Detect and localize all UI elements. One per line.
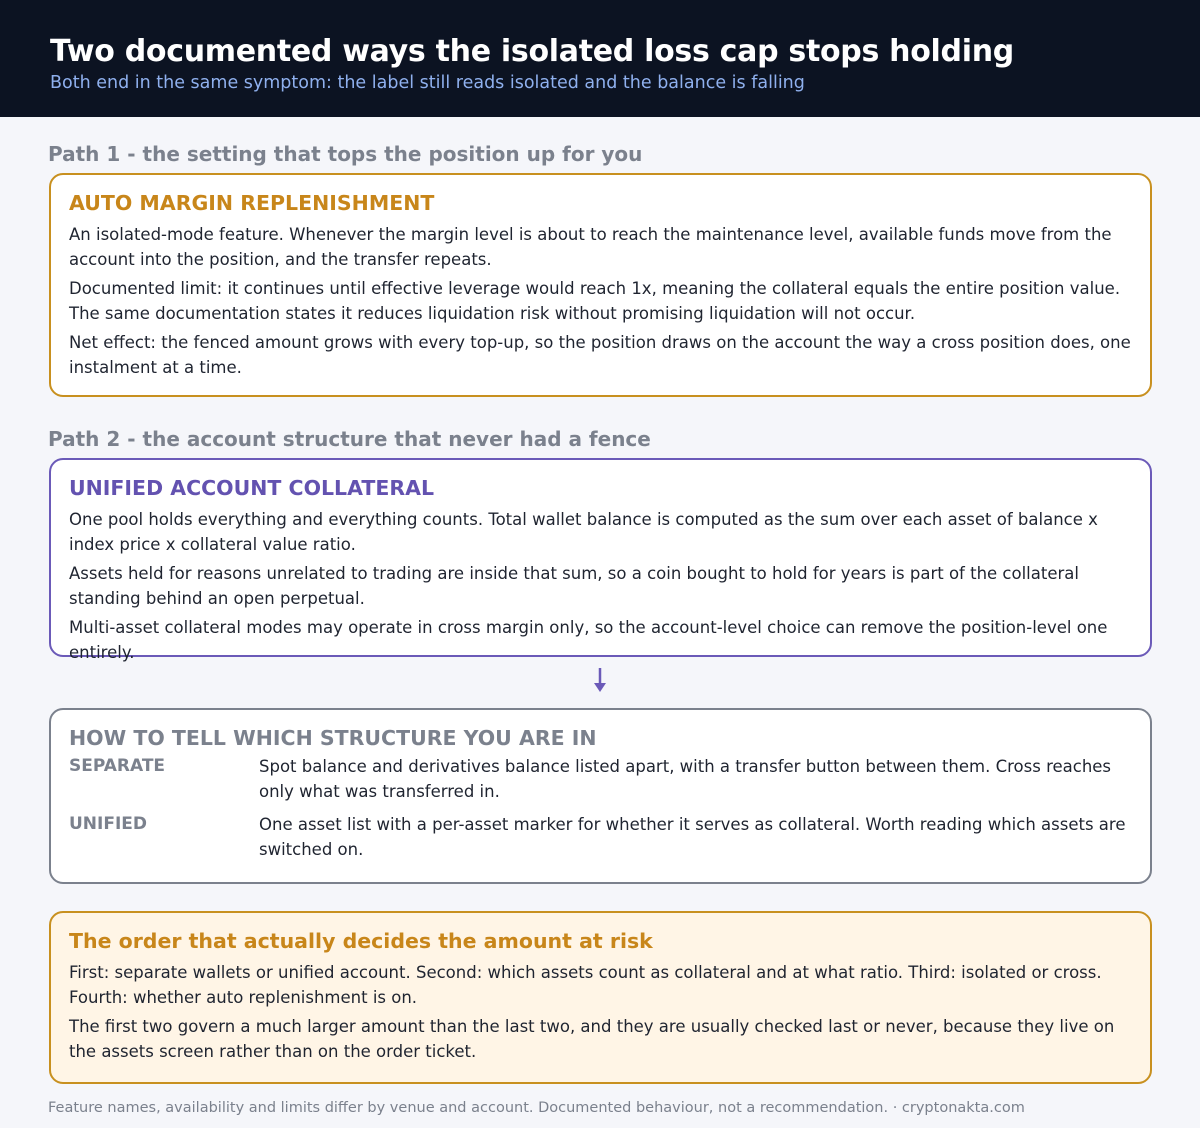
auto-margin-title: AUTO MARGIN REPLENISHMENT	[69, 191, 435, 215]
page-header	[0, 0, 1200, 117]
path1-heading: Path 1 - the setting that tops the position up for you	[48, 142, 643, 166]
structure-row	[69, 812, 1132, 862]
structure-row-label: SEPARATE	[69, 756, 166, 776]
unified-collateral-paragraph: Multi-asset collateral modes may operate in cross margin only, so the account-level choice can remove the position-level one entirely.	[69, 618, 1108, 662]
path2-heading: Path 2 - the account structure that never had a fence	[48, 427, 651, 451]
page-title: Two documented ways the isolated loss cap stops holding	[50, 34, 1014, 69]
structure-row	[69, 754, 1132, 804]
arrow-down-icon	[591, 666, 609, 696]
structure-row-label: UNIFIED	[69, 814, 148, 834]
footer-note: Feature names, availability and limits differ by venue and account. Documented behaviour, not a recommendation. · cryptonakta.com	[48, 1100, 1025, 1116]
auto-margin-paragraph: An isolated-mode feature. Whenever the margin level is about to reach the maintenance level, available funds move from the account into the position, and the transfer repeats.	[69, 225, 1112, 269]
unified-collateral-card	[49, 458, 1152, 662]
structure-row-text: One asset list with a per-asset marker for whether it serves as collateral. Worth reading which assets are switched on.	[259, 815, 1126, 859]
order-card	[49, 911, 1152, 1084]
structure-card	[49, 708, 1152, 884]
order-paragraph: The first two govern a much larger amount than the last two, and they are usually checked last or never, because they live on the assets screen rather than on the order ticket.	[69, 1017, 1115, 1061]
structure-row-text: Spot balance and derivatives balance listed apart, with a transfer button between them. Cross reaches only what was transferred in.	[259, 757, 1112, 801]
unified-collateral-paragraph: One pool holds everything and everything counts. Total wallet balance is computed as the sum over each asset of balance x index price x collateral value ratio.	[69, 510, 1098, 554]
order-title: The order that actually decides the amount at risk	[69, 929, 653, 953]
auto-margin-paragraph: Net effect: the fenced amount grows with every top-up, so the position draws on the account the way a cross position does, one instalment at a time.	[69, 333, 1131, 377]
auto-margin-card	[49, 173, 1152, 397]
structure-title: HOW TO TELL WHICH STRUCTURE YOU ARE IN	[69, 726, 597, 750]
unified-collateral-paragraph: Assets held for reasons unrelated to trading are inside that sum, so a coin bought to hold for years is part of the collateral standing behind an open perpetual.	[69, 564, 1079, 608]
auto-margin-paragraph: Documented limit: it continues until effective leverage would reach 1x, meaning the collateral equals the entire position value. The same documentation states it reduces liquidation risk without promising liquidation will not occur.	[69, 279, 1121, 323]
page-subtitle: Both end in the same symptom: the label still reads isolated and the balance is falling	[50, 73, 805, 93]
unified-collateral-title: UNIFIED ACCOUNT COLLATERAL	[69, 476, 435, 500]
order-paragraph: First: separate wallets or unified account. Second: which assets count as collateral and at what ratio. Third: isolated or cross. Fourth: whether auto replenishment is on.	[69, 963, 1102, 1007]
